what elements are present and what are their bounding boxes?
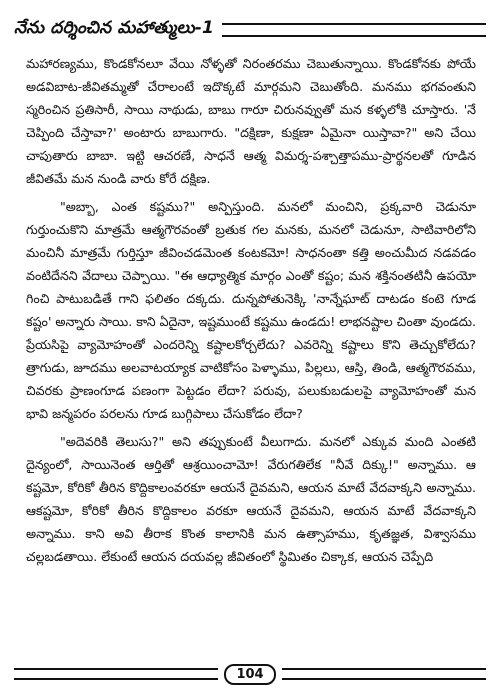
- book-title: నేను దర్శించిన మహాత్ములు-1: [14, 18, 215, 38]
- page-body: [26, 52, 476, 638]
- running-header: [14, 14, 486, 46]
- footer-rule-left: [14, 668, 218, 680]
- footer-rule-right: [282, 668, 486, 680]
- header-double-rule: [222, 23, 486, 37]
- page-number: 104: [224, 664, 275, 685]
- paragraph-1: మహారణ్యము, కొండకోనలూ వేయి నోళ్ళతో నిరంతరము చెబుతున్నాయి. కొండకోనకు పోయే అడవిబాట-జీవితమ్మతో చేరాలంటే ఇదొక్కటే మార్గమని చెబుతోంది. మనము భగవంతుని స్మరించిన ప్రతిసారీ, సాయి నాథుడు, బాబు గారూ చిరునవ్వుతో మన కళ్ళలోకి చూస్తారు. 'నే చెప్పింది చేస్తావా?' అంటారు బాబుగారు. "దక్షిణా, కుక్షణా ఏమైనా యిస్తావా?" అని చేయి చాపుతారు బాబా. ఇట్టి ఆచరణే, సాధనే ఆత్మ విమర్శ-పశ్చాత్తాపము-ప్రార్థనలతో గూడిన జీవితమే మన నుండి వారు కోరే దక్షిణ.: [26, 56, 476, 187]
- paragraph-3: "అదెవరికి తెలుసు?" అని తప్పుకుంటే వీలుగాదు. మనలో ఎక్కువ మంది ఎంతటి దైన్యంలో, సాయినెంత ఆర్తితో ఆశ్రయించామో! వేరుగతిలేక "నీవే దిక్కు!" అన్నాము. ఆ కష్టమో, కోరికో తీరిన కొద్దికాలంవరకూ ఆయనే దైవమని, ఆయన మాటే వేదవాక్కని అన్నాము. ఆకష్టమో, కోరికో తీరిన కొద్దికాలం వరకూ ఆయనే దైవమని, ఆయన మాటే వేదవాక్కని అన్నాము. కాని అవి తీరాక కొంత కాలానికి మన ఉత్సాహము, కృతజ్ఞత, విశ్వాసము చల్లబడతాయి. లేకుంటే ఆయన దయవల్ల జీవితంలో స్థిమితం చిక్కాక, ఆయన చెప్పేది: [26, 433, 476, 564]
- paragraph-2: "అబ్బా, ఎంత కష్టము?" అన్పిస్తుంది. మనలో మంచిని, ప్రక్కవారి చెడునూ గుర్తుంచుకొని మాత్రమే ఆత్మగౌరవంతో బ్రతుక గల మనకు, మనలో చెడునూ, సాటివారిలోని మంచినీ మాత్రమే గుర్తిస్తూ జీవించడమెంత కంటకమో! సాధనంతా కత్తి అంచుమీద నడవడం వంటిదేనని వేదాలు చెప్పాయి. "ఈ ఆధ్యాత్మిక మార్గం ఎంతో కష్టం; మన శక్తినంతటినీ ఉపయో గించి పాటుబడితే గాని ఫలితం దక్కదు. దున్నపోతునెక్కి 'నాన్నేఘాట్ దాటడం కంటె గూడ కష్టం' అన్నారు సాయి. కాని ఏదైనా, ఇష్టముంటే కష్టము ఉండదు! లాభనష్టాల చింతా వుండదు. ప్రేయసిపై వ్యామోహంతో ఎందరెన్ని కష్టాలకోర్చలేదు? ఎవరెన్ని కష్టాలు కొని తెచ్చుకోలేదు? త్రాగుడు, జూదము అలవాటయ్యాక వాటికోసం పెళ్ళాము, పిల్లలు, ఆస్తి, తిండి, ఆత్మగౌరవము, చివరకు ప్రాణంగూడ పణంగా పెట్టడం లేదా? పరువు, పలుకుబడులపై వ్యామోహంతో మన భావి జన్మపరం పరలను గూడ బుగ్గిపాలు చేసుకోడం లేదా?: [26, 198, 476, 422]
- page-footer: [14, 662, 486, 686]
